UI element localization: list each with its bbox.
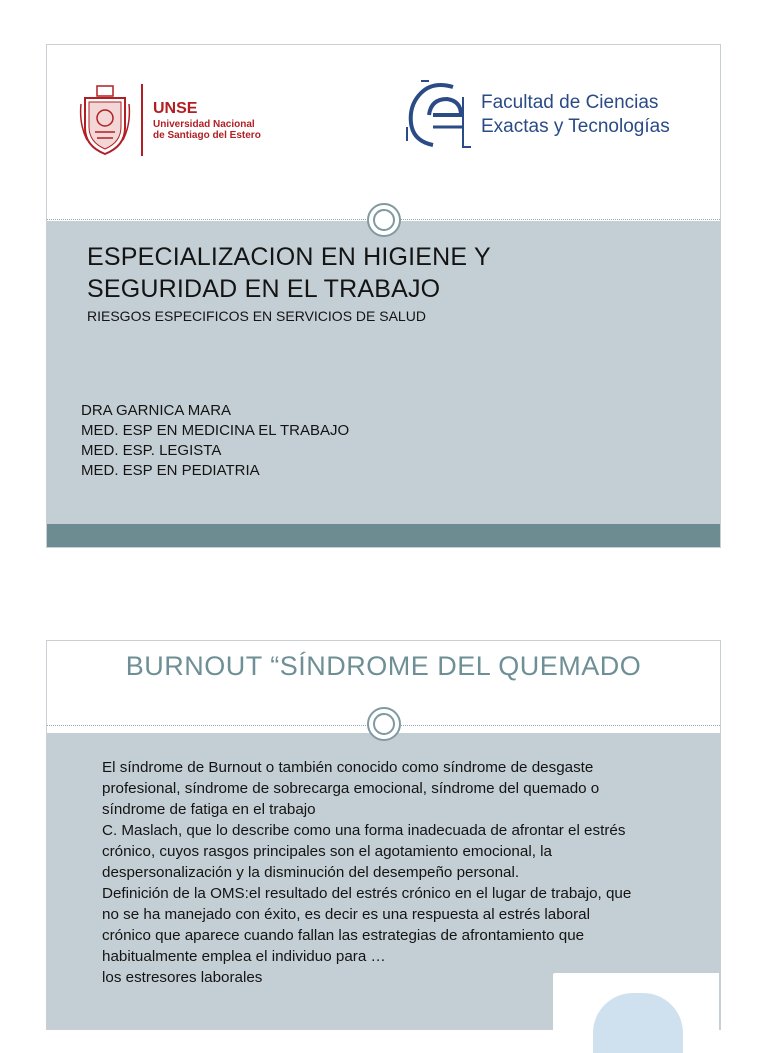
unse-line2: de Santiago del Estero: [153, 130, 261, 141]
paragraph: los estresores laborales: [102, 969, 263, 986]
slide-title: BURNOUT “SÍNDROME DEL QUEMADO: [125, 651, 642, 681]
author-line: DRA GARNICA MARA: [81, 402, 232, 419]
slide-title: ESPECIALIZACION EN HIGIENE Y SEGURIDAD EN EL TRABAJO: [87, 243, 491, 303]
fce-logo: [399, 75, 670, 155]
illustration-image: [553, 973, 719, 1033]
slide-subtitle: RIESGOS ESPECIFICOS EN SERVICIOS DE SALUD: [87, 308, 426, 324]
fce-emblem-icon: [399, 75, 479, 155]
body-text: [102, 757, 642, 988]
author-block: [81, 401, 349, 481]
ring-icon: [367, 203, 401, 237]
fce-line2: Exactas y Tecnologías: [481, 116, 670, 137]
coat-of-arms-icon: [79, 84, 131, 156]
title-slide: [46, 44, 721, 548]
fce-line1: Facultad de Ciencias: [481, 92, 659, 113]
paragraph: C. Maslach, que lo describe como una forma inadecuada de afrontar el estrés crónico, cuyos rasgos principales son el agotamiento emocional, la despersonalización y la disminución del desempeño personal.: [102, 822, 626, 881]
burnout-slide: [46, 640, 721, 1030]
author-line: MED. ESP. LEGISTA: [81, 442, 222, 459]
paragraph: El síndrome de Burnout o también conocido como síndrome de desgaste profesional, síndrome de sobrecarga emocional, síndrome del quemado o síndrome de fatiga en el trabajo: [102, 759, 600, 818]
unse-name: UNSE: [153, 100, 198, 117]
logo-divider: [141, 84, 143, 156]
author-line: MED. ESP EN PEDIATRIA: [81, 462, 260, 479]
illustration-shape: [593, 993, 683, 1053]
unse-logo: [79, 83, 261, 157]
footer-bar: [47, 524, 720, 547]
paragraph: Definición de la OMS:el resultado del estrés crónico en el lugar de trabajo, que no se ha manejado con éxito, es decir es una respuesta al estrés laboral crónico que aparece cuando fallan las estrategias de afrontamiento que habitualmente emplea el individuo para …: [102, 885, 632, 965]
ring-icon: [367, 707, 401, 741]
unse-line1: Universidad Nacional: [153, 119, 255, 130]
author-line: MED. ESP EN MEDICINA EL TRABAJO: [81, 422, 350, 439]
